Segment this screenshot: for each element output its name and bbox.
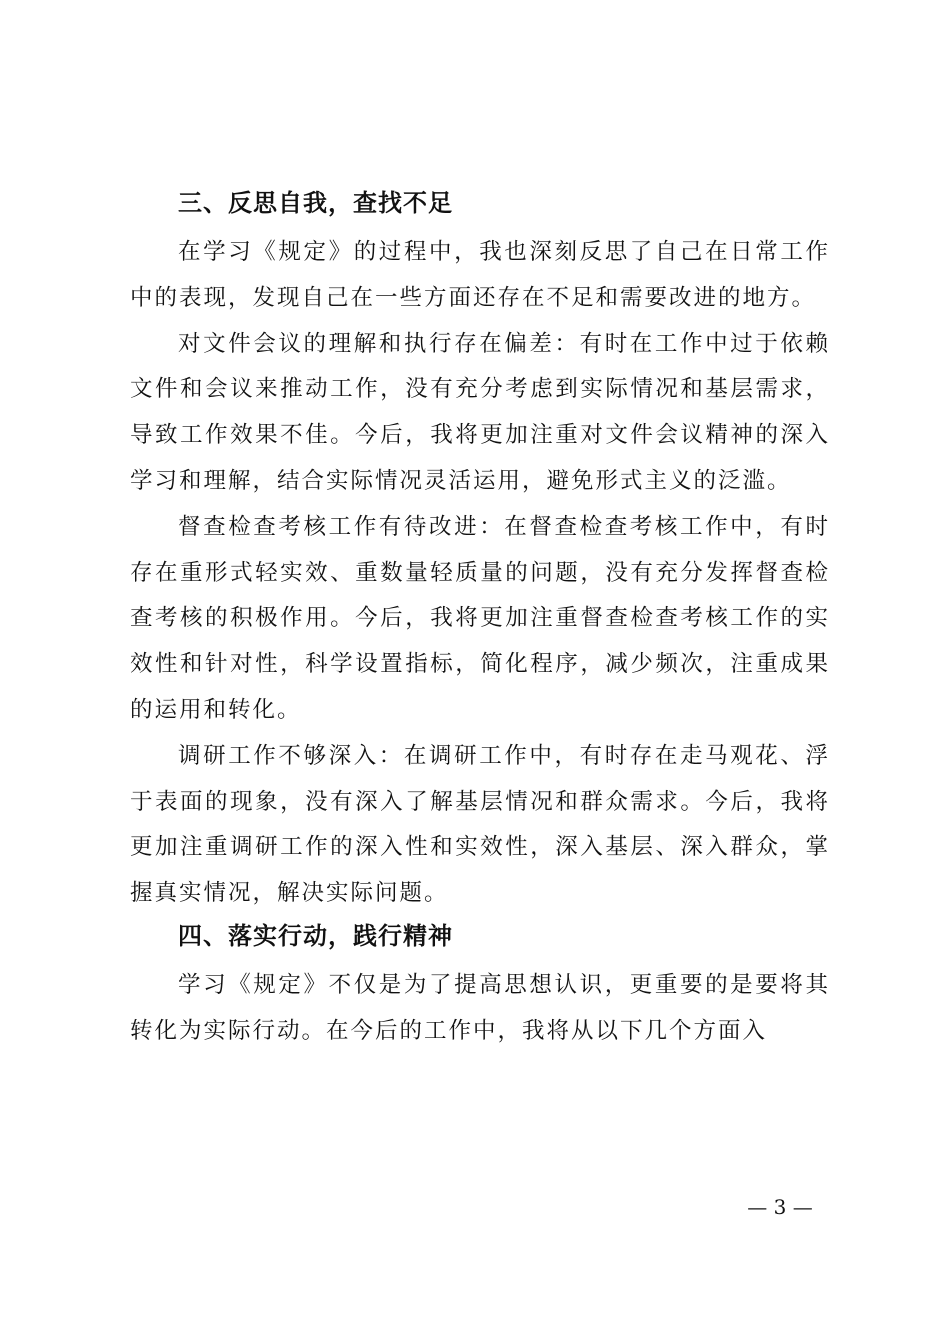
paragraph-implementation-intro: 学习《规定》不仅是为了提高思想认识，更重要的是要将其转化为实际行动。在今后的工作中，我将从以下几个方面入 <box>130 971 830 1044</box>
document-body <box>130 184 830 1055</box>
paragraph-document-meetings: 对文件会议的理解和执行存在偏差：有时在工作中过于依赖文件和会议来推动工作，没有充分考虑到实际情况和基层需求，导致工作效果不佳。今后，我将更加注重对文件会议精神的深入学习和理解，结合实际情况灵活运用，避免形式主义的泛滥。 <box>130 330 830 494</box>
page-number: — 3 — <box>747 1195 813 1219</box>
section-three-heading: 三、反思自我，查找不足 <box>178 189 453 217</box>
paragraph-research-work: 调研工作不够深入：在调研工作中，有时存在走马观花、浮于表面的现象，没有深入了解基层情况和群众需求。今后，我将更加注重调研工作的深入性和实效性，深入基层、深入群众，掌握真实情况，解决实际问题。 <box>130 742 830 907</box>
paragraph-supervision-inspection: 督查检查考核工作有待改进：在督查检查考核工作中，有时存在重形式轻实效、重数量轻质量的问题，没有充分发挥督查检查考核的积极作用。今后，我将更加注重督查检查考核工作的实效性和针对性，科学设置指标，简化程序，减少频次，注重成果的运用和转化。 <box>130 513 830 723</box>
paragraph-reflection-intro: 在学习《规定》的过程中，我也深刻反思了自己在日常工作中的表现，发现自己在一些方面还存在不足和需要改进的地方。 <box>130 239 830 311</box>
section-four-heading: 四、落实行动，践行精神 <box>178 921 453 950</box>
